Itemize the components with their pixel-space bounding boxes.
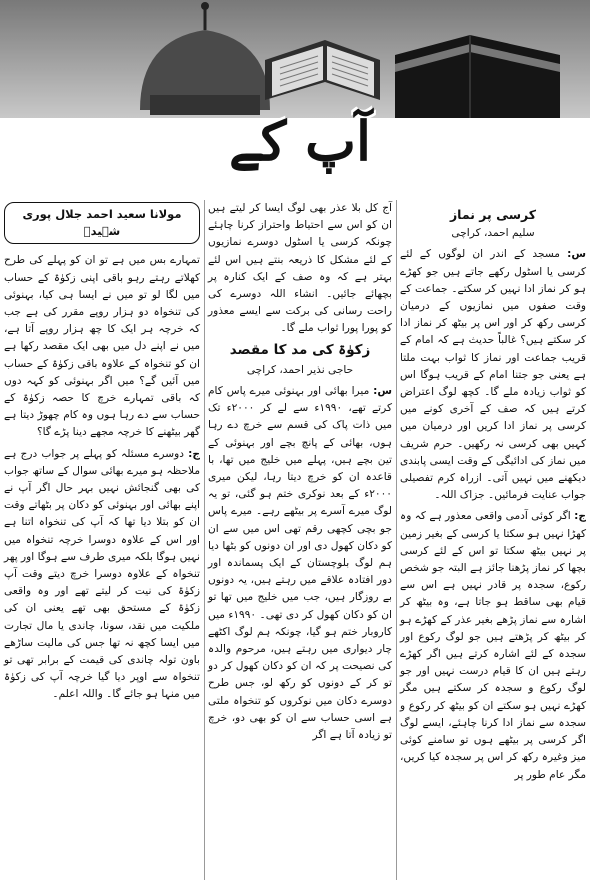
question-author: حاجی نذیر احمد، کراچی bbox=[246, 363, 354, 376]
header-banner bbox=[0, 0, 590, 195]
column-middle bbox=[208, 200, 392, 748]
answer-text bbox=[400, 508, 586, 783]
question-text bbox=[208, 383, 392, 744]
question-label: س: bbox=[567, 248, 586, 261]
answer-text bbox=[4, 446, 200, 704]
section-heading: زکوٰۃ کی مد کا مقصد bbox=[229, 341, 371, 358]
question-title: کرسی پر نماز bbox=[449, 207, 537, 222]
author-byline: مولانا سعید احمد جلال پوری شہیدؒ bbox=[4, 202, 200, 244]
column-left bbox=[4, 200, 200, 708]
question-body: مسجد کے اندر ان لوگوں کے لئے کرسی یا اسٹول رکھے جاتے ہیں جو کھڑے ہو کر نماز ادا نہیں کر سکتے۔ جماعت کے وقت صفوں میں نمازیوں کے درمیان کرسی رکھ کر اور اس پر بیٹھ کر نماز ادا کر سکتے ہیں؟ غالباً حدیث ہے کہ امام کے قریب جماعت اور نماز کا ثواب بہت ملتا ہے یعنی جو جتنا امام کے قریب ہوگا اس کو ثواب زیادہ ملے گا۔ کچھ لوگ اعتراض کرتے ہیں کہ صف کے آخری کونے میں کرسی پر نماز ادا کریں اور درمیان میں کہیں بھی کرسی نہ رکھیں۔ حرم شریف میں نماز کی ادائیگی کے وقت ایسی پابندی دیکھنے میں نہیں آتی۔ ازراہ کرم تفصیلی جواب عنایت فرمائیں۔ جزاک اللہ۔ bbox=[400, 248, 586, 502]
question-author: سلیم احمد، کراچی bbox=[451, 227, 535, 240]
question-text bbox=[400, 246, 586, 504]
page-title: آپ کے bbox=[229, 109, 371, 173]
column-divider bbox=[396, 200, 397, 880]
continued-answer: آج کل بلا عذر بھی لوگ ایسا کر لیتے ہیں ان کو اس سے احتیاط واحتراز کرنا چاہئے چونکہ کرسی یا اسٹول دوسرے نمازیوں کے لئے مشکل کا ذریعہ بنتے ہیں اس لئے بہتر ہے کہ وہ صف کے ایک کنارہ پر بچھائے جائیں۔ انشاء اللہ دوسرے کی راحت رسانی کی برکت سے ایسے معذور کو پورا پورا ثواب ملے گا۔ bbox=[208, 202, 392, 335]
answer-body: دوسرے مسئلہ کو پہلے پر جواب درج ہے ملاحظہ ہو میرے بھائی سوال کے ساتھ جواب کی بھی گنجائش نہیں بہر حال اگر آپ نے اپنے بھائی اور بہنوئی کو دکان پر بٹھاتے وقت ان کو بتلا دیا تھا کہ آپ کی تنخواہ اتنا ہے اور اس کے علاوہ دوسرا خرچہ تنخواہ میں نہیں ہوگا بلکہ میری طرف سے ہوگا اور پھر تنخواہ کے علاوہ دوسرا خرچ دیتے وقت آپ زکوٰۃ کی نیت کر لیتے تھے اور وہ واقعی زکوٰۃ کے مستحق بھی تھے یعنی ان کی ملکیت میں نقد، سونا، چاندی یا مال تجارت میں ایسا کچھ نہ تھا جس کی مالیت ساڑھے باون تولہ چاندی کی قیمت کے برابر تھی تو تنخواہ سے اوپر دیا گیا خرچہ آپ کی زکوٰۃ میں منہا ہو جائے گا۔ واللہ اعلم۔ bbox=[4, 447, 200, 701]
column-divider bbox=[204, 200, 205, 880]
answer-body: اگر کوئی آدمی واقعی معذور ہے کہ وہ کھڑا نہیں ہو سکتا یا کرسی کے بغیر زمین پر نہیں بیٹھ سکتا تو اس کے لئے کرسی بچھا کر نماز پڑھنا جائز ہے البتہ جو شخص رکوع، سجدہ پر قادر نہیں ہے اس سے قیام بھی ساقط ہو جاتا ہے، وہ بیٹھ کر اشارہ سے نماز پڑھے بغیر عذر کے کھڑے ہو کر بیٹھ کر پڑھتے ہیں جو لوگ رکوع اور سجدہ کے لئے اشارہ کرتے ہیں اگر کھڑے رہتے ہیں ان کا قیام درست نہیں اور جو لوگ رکوع و سجدہ کر سکتے ہیں مگر کھڑے نہیں ہو سکتے ان کو بیٹھ کر رکوع و سجدہ سے نماز ادا کرنا چاہئے، ایسے لوگ اگر کرسی پر بیٹھے ہوں تو سامنے کوئی میز وغیرہ رکھ کر اس پر سجدہ کیا کریں، مگر عام طور پر bbox=[400, 510, 586, 781]
column-right bbox=[400, 200, 586, 788]
question-body: میرا بھائی اور بہنوئی میرے پاس کام کرتے تھے، ۱۹۹۰ء سے لے کر ۲۰۰۰ء تک میں ذات پاک کی قسم سے خرچ دے رہا ہوں، بھائی کے پانچ بچے اور بہنوئی کے تین بچے ہیں، پہلے میں خلیج میں تھا، با قاعدہ ان کو خرچ دیتا رہا، لیکن میری ۲۰۰۰ء کے بعد نوکری ختم ہو گئی، تو یہ لوگ میرے آسرے پر بیٹھے رہے۔ میرے پاس جو بچی کچھی رقم تھی اس میں سے ان کو دکان کھول دی اور ان دونوں کو بٹھا دیا ہم لوگ بلوچستان کے ایک پسماندہ اور دور افتادہ علاقے میں رہتے ہیں، یہ دونوں بے روزگار ہیں، جب میں خلیج میں تھا تو ان کو دکان کھول کر دی تھی۔ ۱۹۹۰ء میں کاروبار ختم ہو گیا، چونکہ ہم لوگ اکٹھے چار دیواری میں رہتے ہیں، مرحوم والدہ کی نصیحت پر کہ ان کو دکان کھول کر دو تو کر کے دونوں کو رکھ لو، جس طرح دوسرے دکان میں نوکروں کو تنخواہ ملتی ہے اسی حساب سے ان کو بھی دو، خرچ تو زیادہ آتا ہے اگر bbox=[208, 385, 392, 742]
continued-question: تمہارے بس میں ہے تو ان کو پہلے کی طرح کھلاتے رہتے رہو باقی اپنی زکوٰۃ کے حساب میں لگا لو تو میں نے ایسا ہی کیا، بہنوئی کی تنخواہ دو ہزار روپے مقرر کی ہے جب کہ خرچہ ہر ایک کا چھ ہزار روپے آتا ہے، میں نے اپنے دل میں بھی ایک مقصد رکھا ہے ان کو تنخواہ کے علاوہ باقی زکوٰۃ کے حساب میں آئیں گے؟ میں اگر بہنوئی کو کہہ دوں کہ باقی تمہارے خرچ کا حصہ زکوٰۃ کے حساب سے دے رہا ہوں وہ کام چھوڑ دیتا ہے گھر بیٹھنے کا خرچہ مجھے دینا پڑے گا؟ bbox=[4, 254, 200, 439]
answer-label: ج: bbox=[188, 447, 200, 460]
answer-label: ج: bbox=[574, 510, 586, 523]
question-label: س: bbox=[373, 385, 392, 398]
